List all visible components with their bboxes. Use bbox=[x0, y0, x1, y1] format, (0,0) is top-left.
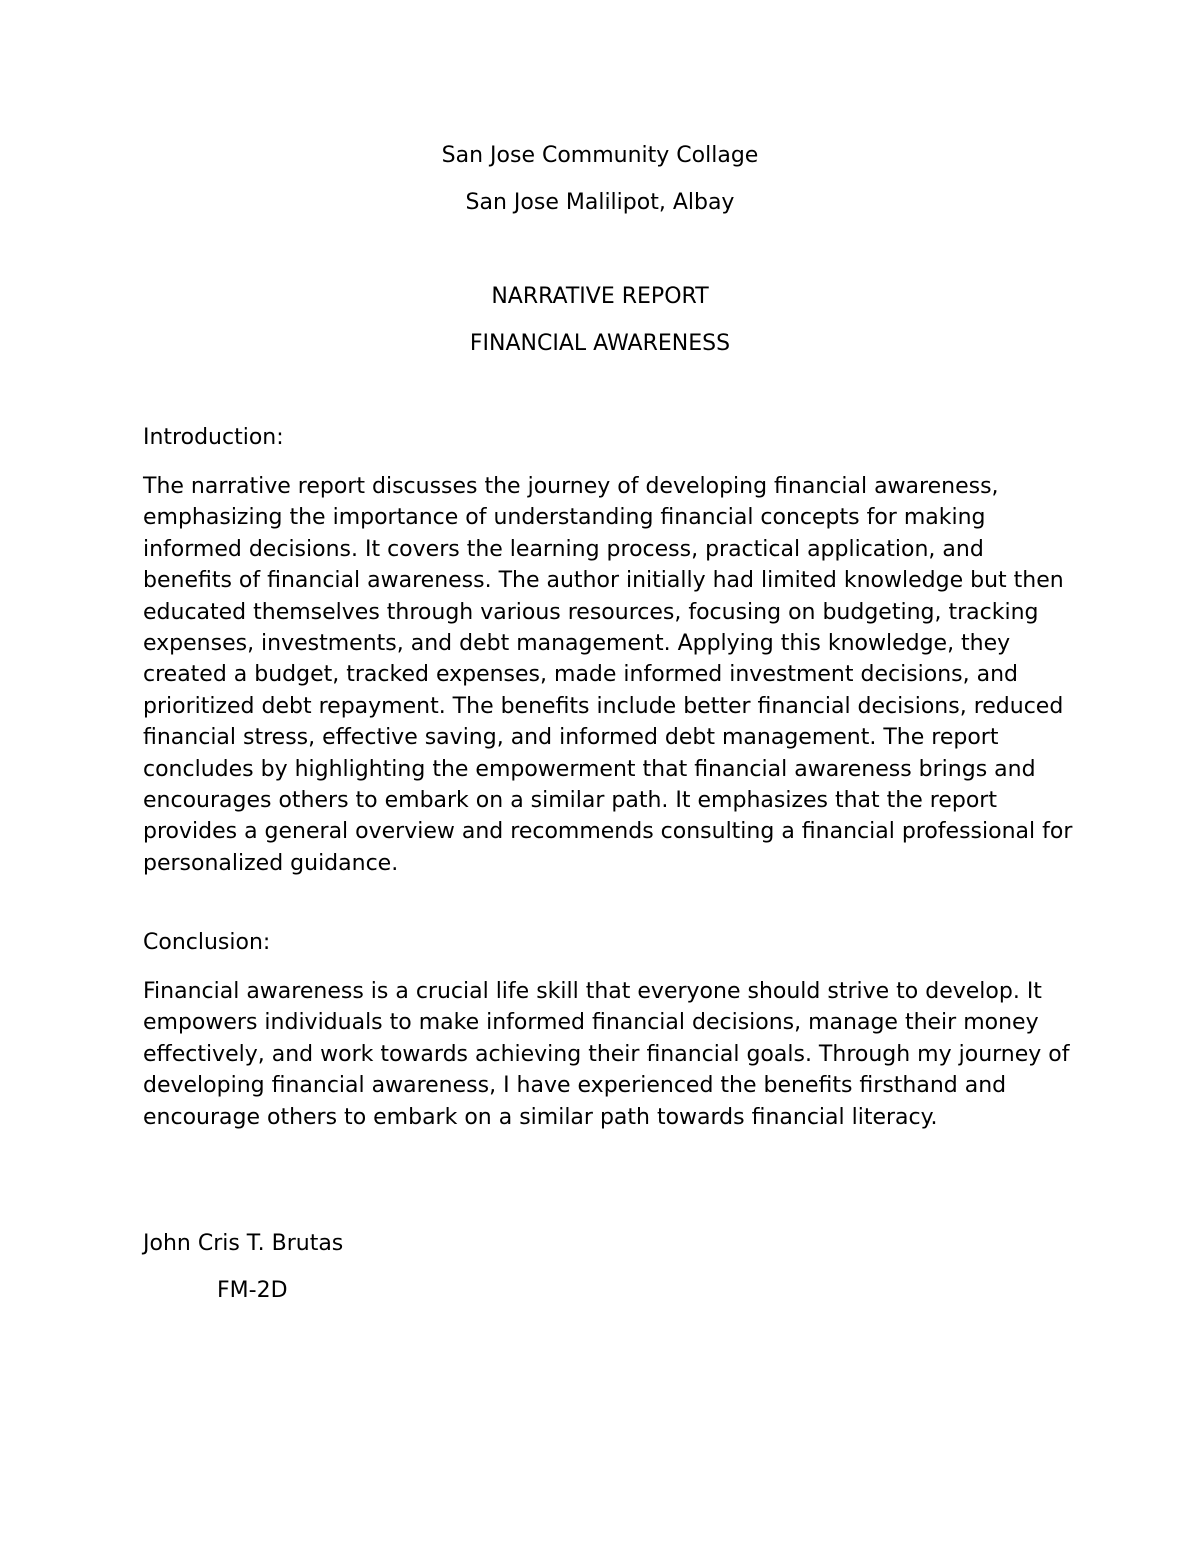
conclusion-body: Financial awareness is a crucial life skill that everyone should strive to develop. It empowers individuals to make informed financial decisions, manage their money effectively, and work towards achieving their financial goals. Through my journey of developing financial awareness, I have experienced the benefits firsthand and encourage others to embark on a similar path towards financial literacy. bbox=[143, 979, 1070, 1130]
report-type: NARRATIVE REPORT bbox=[491, 284, 709, 309]
report-title: FINANCIAL AWARENESS bbox=[469, 331, 731, 356]
introduction-heading: Introduction: bbox=[143, 425, 284, 450]
introduction-body: The narrative report discusses the journey of developing financial awareness, emphasizing the importance of understanding financial concepts for making informed decisions. It covers the learning process, practical application, and benefits of financial awareness. The author initially had limited knowledge but then educated themselves through various resources, focusing on budgeting, tracking expenses, investments, and debt management. Applying this knowledge, they created a budget, tracked expenses, made informed investment decisions, and prioritized debt repayment. The benefits include better financial decisions, reduced financial stress, effective saving, and informed debt management. The report concludes by highlighting the empowerment that financial awareness brings and encourages others to embark on a similar path. It emphasizes that the report provides a general overview and recommends consulting a financial professional for personalized guidance. bbox=[143, 474, 1073, 876]
author-section: FM-2D bbox=[217, 1278, 288, 1303]
author-name: John Cris T. Brutas bbox=[143, 1231, 344, 1256]
conclusion-heading: Conclusion: bbox=[143, 930, 271, 955]
school-location: San Jose Malilipot, Albay bbox=[465, 190, 735, 215]
school-name: San Jose Community Collage bbox=[441, 143, 759, 168]
